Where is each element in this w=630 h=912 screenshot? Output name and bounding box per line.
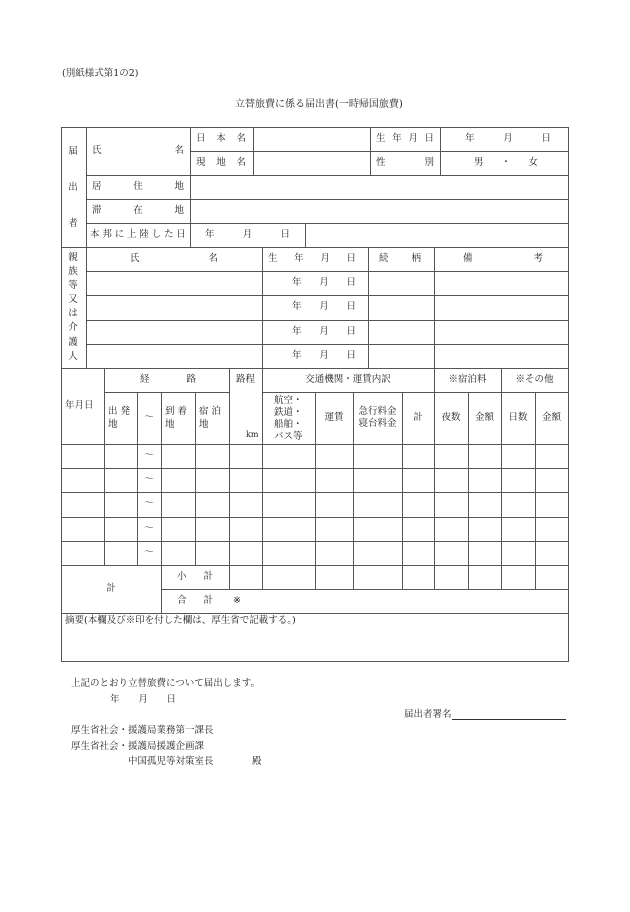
label-char: 続 [379,253,389,264]
year-char: 年 [110,694,120,705]
name-label-char: 氏 [92,145,102,156]
female-option[interactable]: 女 [528,157,538,168]
label-char: 経 [140,374,150,385]
relative-row-4-birth[interactable] [292,350,356,362]
relative-birth-header [268,253,356,265]
label-char: 年 [392,133,402,144]
transport-type-3: 船舶・ [274,419,303,430]
label-char: 月 [320,253,330,264]
label-char: 柄 [411,253,421,264]
label-char: 日 [424,133,434,144]
nights-header: 夜数 [441,412,461,423]
day-char: 日 [166,694,176,705]
label-char: 月 [408,133,418,144]
label-char: 陸 [139,229,149,240]
label-char: 計 [203,571,213,582]
label-char: 地 [174,181,184,192]
year-char: 年 [292,277,302,288]
applicant-label-3: 者 [68,218,78,229]
summary-label: 摘要(本欄及び※印を付した欄は、厚生省で記載する。) [65,615,296,626]
stay-field[interactable] [191,200,568,223]
label-char: 年 [294,253,304,264]
transport-type-4: バス等 [274,431,303,442]
route-header [140,374,196,386]
label-char: 性 [376,157,386,168]
japanese-name-label [196,133,246,145]
signature-line[interactable] [452,719,566,720]
summary-field[interactable] [62,628,568,660]
label-char: 名 [236,133,246,144]
birthdate-field[interactable] [465,133,551,145]
label-char: に [114,229,125,240]
departure-header-2: 地 [108,419,118,430]
local-name-field[interactable] [254,152,369,175]
total-label: 計 [106,583,116,594]
travel-date-header: 年月日 [65,400,94,411]
year-char: 年 [205,229,215,240]
label-char: 上 [127,229,137,240]
lodging-amount-header: 金額 [474,412,494,423]
label-char: 日 [346,253,356,264]
addressee-3: 中国孤児等対策室長 [128,756,214,767]
label-char: 路 [186,374,196,385]
relatives-label-8: 人 [68,351,78,362]
relative-row-2-birth[interactable] [292,301,356,313]
name-label [92,145,184,157]
applicant-label-1: 届 [68,146,78,157]
local-name-label [196,157,246,169]
relative-row-3-birth[interactable] [292,326,356,338]
transport-type-1: 航空・ [274,395,303,406]
month-char: 月 [242,229,253,240]
day-char: 日 [346,326,356,337]
label-char: 氏 [130,253,140,264]
relation-header [379,253,421,265]
transport-total-header: 計 [413,412,423,423]
day-char: 日 [346,301,356,312]
month-char: 月 [138,694,148,705]
relatives-label-7: 護 [68,337,78,348]
relative-row-1-birth[interactable] [292,277,356,289]
arrival-header-2: 地 [165,419,175,430]
other-header: ※その他 [515,374,554,385]
relative-name-header [130,253,218,265]
days-header: 日数 [508,412,528,423]
label-char: 別 [424,157,434,168]
relatives-label-3: 等 [68,280,78,291]
distance-header: 路程 [235,374,255,385]
name-label-char: 名 [174,145,184,156]
declaration-text: 上記のとおり立替旅費について届出します。 [71,678,261,689]
label-char: 生 [376,133,386,144]
relatives-label-4: 又 [68,294,78,305]
travel-row-2-tilde: ～ [144,474,154,485]
remarks-header [463,253,543,265]
male-option[interactable]: 男 [474,157,484,168]
relatives-label-2: 族 [68,266,78,277]
label-char: 名 [236,157,246,168]
residence-field[interactable] [191,176,568,199]
addressee-2: 厚生省社会・援護局援護企画課 [71,741,205,752]
route-tilde-header: ～ [144,412,154,423]
sex-label [376,157,434,169]
label-char: 地 [174,205,184,216]
label-char: 居 [92,181,102,192]
label-char: 本 [90,229,100,240]
label-char: 在 [133,205,143,216]
label-char: 備 [463,253,473,264]
relatives-label-6: 介 [68,322,78,333]
label-char: 本 [216,133,226,144]
month-char: 月 [503,133,513,144]
other-amount-header: 金額 [541,412,561,423]
label-char: し [151,229,162,240]
day-char: 日 [541,133,551,144]
transport-header: 交通機関・運賃内訳 [305,374,391,385]
month-char: 月 [319,326,329,337]
separator: ・ [501,157,511,168]
year-char: 年 [292,350,302,361]
label-char: 生 [268,253,278,264]
label-char: 小 [177,571,187,582]
relatives-label-5: は [68,308,78,319]
travel-row-1-tilde: ～ [144,450,154,461]
day-char: 日 [346,277,356,288]
month-char: 月 [319,277,329,288]
japanese-name-field[interactable] [254,128,369,151]
month-char: 月 [319,301,329,312]
travel-row-3-tilde: ～ [144,498,154,509]
arrival-header: 到 着 [165,406,188,417]
addressee-1: 厚生省社会・援護局業務第一課長 [71,725,214,736]
travel-row-4-tilde: ～ [144,523,154,534]
label-char: た [164,229,174,240]
landing-date-field[interactable] [205,229,290,241]
label-char: 名 [208,253,218,264]
month-char: 月 [319,350,329,361]
honorific: 殿 [252,756,262,767]
lodging-fee-header: ※宿泊料 [448,374,487,385]
label-char: 合 [177,595,187,606]
residence-label [92,181,184,193]
year-char: 年 [465,133,475,144]
sex-field[interactable] [474,157,538,169]
signature-label: 届出者署名 [404,709,452,720]
label-char: 日 [176,229,186,240]
lodging-place-header: 宿 泊 [199,406,222,417]
subtotal-label [177,571,213,583]
label-char: 現 [196,157,206,168]
grand-total-label [177,595,213,607]
day-char: 日 [346,350,356,361]
birthdate-label [376,133,434,145]
label-char: 邦 [102,229,112,240]
label-char: 計 [203,595,213,606]
sleeper-fee-header: 寝台料金 [358,418,397,429]
label-char: 滞 [92,205,102,216]
transport-type-2: 鉄道・ [274,407,303,418]
grand-total-mark: ※ [233,595,241,606]
landing-date-label [90,229,186,241]
year-char: 年 [292,301,302,312]
applicant-label-2: 出 [68,182,78,193]
label-char: 日 [196,133,206,144]
distance-unit: km [246,430,259,439]
stay-label [92,205,184,217]
fare-header: 運賃 [324,412,344,423]
label-char: 地 [216,157,226,168]
label-char: 住 [133,181,143,192]
form-title: 立替旅費に係る届出書(一時帰国旅費) [235,99,403,110]
declaration-date[interactable] [110,694,176,706]
travel-row-5-tilde: ～ [144,547,154,558]
form-reference: (別紙様式第1の2) [62,68,139,79]
departure-header: 出 発 [108,406,131,417]
day-char: 日 [280,229,290,240]
year-char: 年 [292,326,302,337]
express-fee-header: 急行料金 [358,406,397,417]
label-char: 考 [533,253,543,264]
lodging-place-header-2: 地 [199,419,209,430]
relatives-label-1: 親 [68,252,78,263]
